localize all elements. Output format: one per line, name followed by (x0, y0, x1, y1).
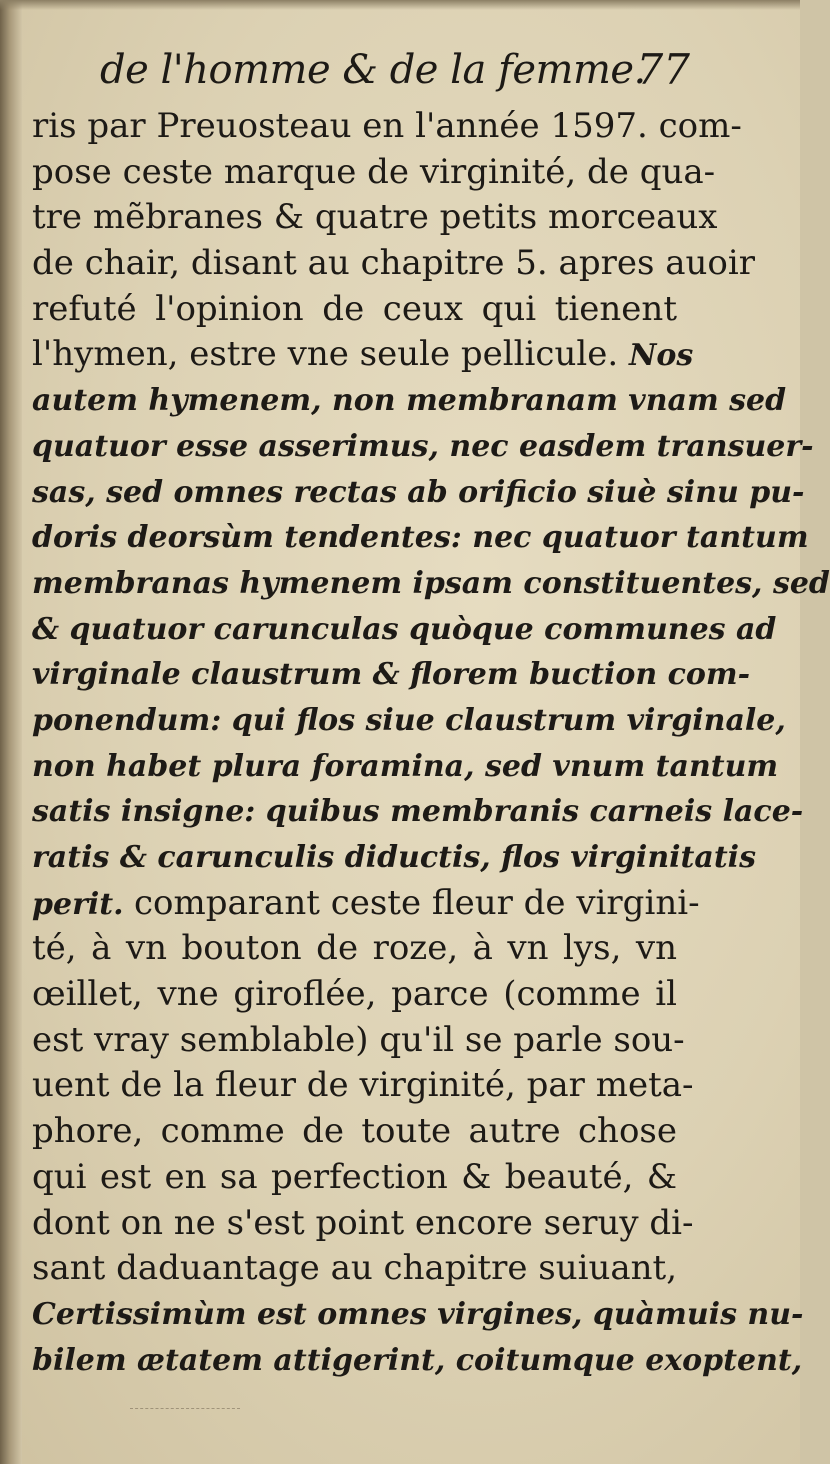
text-line-italic: sas, sed omnes rectas ab orificio siuè sinu pu- (32, 474, 805, 510)
text-line: qui est en sa perfection & beauté, & (32, 1156, 677, 1197)
text-line-italic-part: perit. (32, 886, 135, 922)
page-top-edge (0, 0, 800, 10)
text-line-italic-part: Nos (628, 338, 694, 374)
text-line: pose ceste marque de virginité, de qua- (32, 151, 716, 192)
ink-mark (130, 1408, 240, 1410)
text-line-roman-part: comparant ceste fleur de virgini- (134, 882, 700, 923)
running-head (100, 42, 690, 102)
text-line: sant daduantage au chapitre suiuant, (32, 1248, 678, 1289)
text-line-italic: & quatuor carunculas quòque communes ad (32, 611, 777, 647)
text-line: dont on ne s'est point encore seruy di- (32, 1202, 694, 1243)
text-line-italic: virginale claustrum & florem buction com- (32, 657, 751, 693)
text-line: tre mẽbranes & quatre petits morceaux (32, 197, 718, 238)
text-line-mixed (32, 332, 694, 378)
text-line-italic: autem hymenem, non membranam vnam sed (32, 383, 787, 419)
text-line: œillet, vne giroflée, parce (comme il (32, 974, 677, 1015)
text-line: est vray semblable) qu'il se parle sou- (32, 1019, 685, 1060)
text-line: refuté l'opinion de ceux qui tienent (32, 288, 677, 329)
text-line: ris par Preuosteau en l'année 1597. com- (32, 106, 742, 146)
body-text (32, 104, 830, 1383)
text-line-italic: non habet plura foramina, sed vnum tantum (32, 748, 779, 784)
text-line-mixed (32, 881, 700, 927)
text-line-italic: Certissimùm est omnes virgines, quàmuis nu- (32, 1296, 804, 1332)
text-line: de chair, disant au chapitre 5. apres auoir (32, 243, 755, 284)
text-line-italic: quatuor esse asserimus, nec easdem transuer- (32, 428, 814, 464)
page-number: 77 (636, 45, 690, 94)
running-title: de l'homme & de la femme. (100, 47, 646, 93)
binding-gutter (0, 0, 22, 1464)
text-line-roman-part: l'hymen, estre vne seule pellicule. (32, 334, 629, 375)
text-line-italic: satis insigne: quibus membranis carneis lace- (32, 794, 804, 830)
text-line-italic: ponendum: qui flos siue claustrum virginale, (32, 702, 786, 738)
text-line-italic: doris deorsùm tendentes: nec quatuor tantum (32, 520, 809, 556)
text-line: phore, comme de toute autre chose (32, 1111, 677, 1152)
text-line: té, à vn bouton de roze, à vn lys, vn (32, 928, 677, 969)
text-line-italic: ratis & carunculis diductis, flos virginitatis (32, 840, 756, 875)
text-line: uent de la fleur de virginité, par meta- (32, 1065, 694, 1106)
text-line-italic: bilem ætatem attigerint, coitumque exoptent, (32, 1342, 803, 1378)
text-line-italic: membranas hymenem ipsam constituentes, sed (32, 565, 830, 601)
